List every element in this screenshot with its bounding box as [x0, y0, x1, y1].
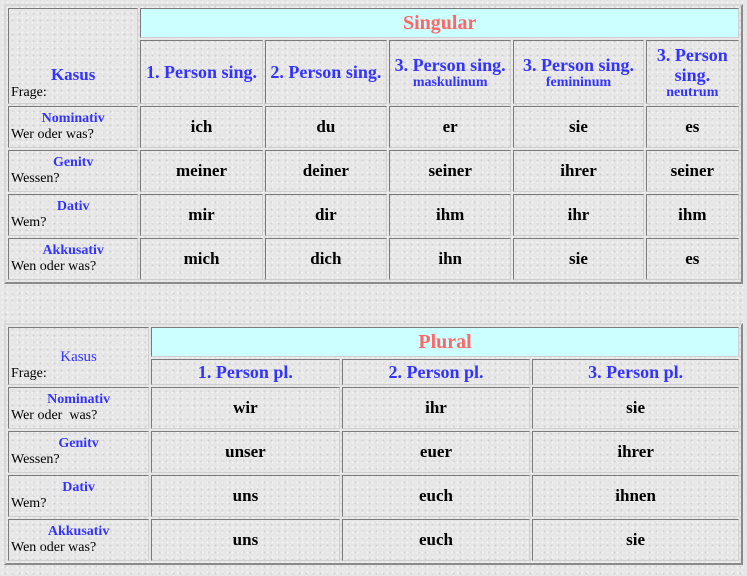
plural-table — [4, 323, 743, 565]
pronoun-cell: ihm — [646, 194, 739, 236]
pronoun-cell: ihn — [389, 238, 511, 280]
pronoun-cell: seiner — [389, 150, 511, 192]
pronoun-cell: unser — [151, 431, 340, 473]
pronoun-cell: wir — [151, 387, 340, 429]
pronoun-cell: sie — [513, 106, 643, 148]
column-header-label: 3. Person sing. — [394, 54, 506, 75]
case-cell — [8, 475, 149, 517]
kasus-header-cell — [8, 327, 149, 385]
pronoun-cell: es — [646, 238, 739, 280]
pronoun-cell: meiner — [140, 150, 262, 192]
case-name: Dativ — [62, 480, 95, 495]
column-header — [646, 40, 739, 104]
case-cell — [8, 194, 138, 236]
pronoun-cell: euch — [342, 519, 531, 561]
pronoun-cell: ihm — [389, 194, 511, 236]
column-header — [140, 40, 262, 104]
case-name: Genitv — [58, 436, 99, 451]
frage-label: Frage: — [11, 366, 47, 381]
pronoun-cell: dir — [265, 194, 387, 236]
pronoun-cell: du — [265, 106, 387, 148]
pronoun-cell: uns — [151, 519, 340, 561]
pronoun-cell: deiner — [265, 150, 387, 192]
table-row — [8, 150, 739, 192]
pronoun-cell: sie — [532, 387, 739, 429]
case-name: Nominativ — [41, 111, 105, 126]
case-question: Wen oder was? — [11, 540, 97, 555]
case-name: Nominativ — [47, 392, 111, 407]
pronoun-cell: ihrer — [513, 150, 643, 192]
case-cell — [8, 431, 149, 473]
table-row — [8, 106, 739, 148]
case-question: Wer oder was? — [11, 408, 98, 423]
case-question: Wem? — [11, 496, 47, 511]
case-question: Wessen? — [11, 452, 60, 467]
table-row — [8, 238, 739, 280]
plural-title-cell — [151, 327, 739, 357]
column-header-sub: neutrum — [666, 84, 719, 100]
column-header — [389, 40, 511, 104]
column-header: 2. Person pl. — [342, 359, 531, 385]
frage-label: Frage: — [11, 85, 47, 100]
pronoun-cell: euer — [342, 431, 531, 473]
column-header — [265, 40, 387, 104]
case-question: Wer oder was? — [11, 127, 94, 142]
column-header-sub: femininum — [545, 74, 612, 90]
pronoun-cell: ich — [140, 106, 262, 148]
column-header-label: 2. Person sing. — [270, 62, 382, 82]
case-name: Akkusativ — [42, 243, 104, 258]
case-cell — [8, 387, 149, 429]
case-question: Wem? — [11, 215, 47, 230]
kasus-header-cell — [8, 8, 138, 104]
case-name: Dativ — [56, 199, 90, 214]
table-row — [8, 475, 739, 517]
pronoun-cell: sie — [513, 238, 643, 280]
case-cell — [8, 106, 138, 148]
case-question: Wessen? — [11, 171, 60, 186]
kasus-label: Kasus — [60, 349, 97, 365]
pronoun-cell: euch — [342, 475, 531, 517]
singular-title-cell — [140, 8, 739, 38]
pronoun-cell: dich — [265, 238, 387, 280]
pronoun-cell: ihrer — [532, 431, 739, 473]
column-header: 3. Person pl. — [532, 359, 739, 385]
pronoun-cell: mich — [140, 238, 262, 280]
column-header-label: 3. Person sing. — [522, 54, 634, 75]
table-row — [8, 194, 739, 236]
case-cell — [8, 150, 138, 192]
case-name: Genitv — [52, 155, 94, 170]
pronoun-cell: ihr — [342, 387, 531, 429]
case-cell — [8, 238, 138, 280]
case-cell — [8, 519, 149, 561]
plural-title: Plural — [418, 330, 472, 353]
singular-title: Singular — [402, 11, 477, 34]
pronoun-cell: sie — [532, 519, 739, 561]
column-header-sub: maskulinum — [412, 74, 488, 90]
column-header: 1. Person pl. — [151, 359, 340, 385]
table-row — [8, 431, 739, 473]
pronoun-cell: mir — [140, 194, 262, 236]
column-header — [513, 40, 643, 104]
singular-table — [4, 4, 743, 284]
table-row — [8, 519, 739, 561]
pronoun-cell: er — [389, 106, 511, 148]
pronoun-cell: es — [646, 106, 739, 148]
pronoun-cell: ihr — [513, 194, 643, 236]
table-row — [8, 387, 739, 429]
column-header-label: 3. Person sing. — [656, 44, 728, 85]
pronoun-cell: ihnen — [532, 475, 739, 517]
pronoun-cell: seiner — [646, 150, 739, 192]
case-name: Akkusativ — [47, 524, 110, 539]
column-header-label: 1. Person sing. — [146, 62, 258, 82]
kasus-label: Kasus — [50, 65, 96, 84]
pronoun-cell: uns — [151, 475, 340, 517]
case-question: Wen oder was? — [11, 259, 97, 274]
